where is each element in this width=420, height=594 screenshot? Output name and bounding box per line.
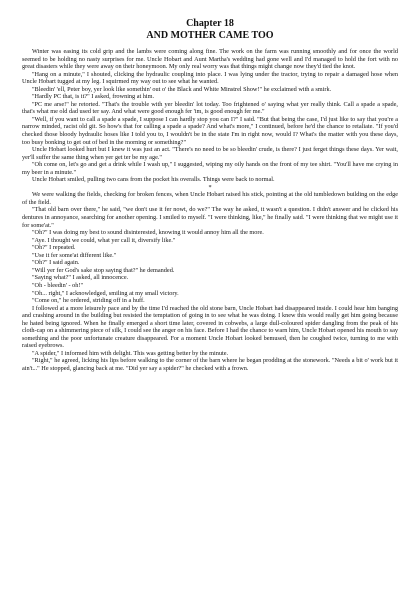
paragraph: "Well, if you want to call a spade a spade, I suppose I can hardly stop you can I?" I said. "But that being the case, I'd just like to say that you're a narrow minded, racist old git. So how's that for calling a spade a spade? And what's more," I continued, before he'd the chance to retaliate. "If you'd checked those bloody hydraulic hoses like I told you to, I wouldn't be in the state I'm in right now, would I? What's the matter with you these days, too busy bonking to get out of bed in the morning or something?" (22, 115, 398, 146)
paragraph: "A spider," I informed him with delight. This was getting better by the minute. (32, 349, 229, 357)
paragraph: "Right," he agreed, licking his lips before walking to the corner of the barn where he began prodding at the stonework. "Needs a bit o' work but it ain't..." He stopped, glancing back at me. "Did yer say a spider?" he checked with a frown. (22, 357, 398, 372)
paragraph: "PC me arse!" he retorted. "That's the trouble with yer bleedin' lot today. Too frightened o' saying what yer really think. Call a spade a spade, that's what me old dad used ter say. And what were good enough fer 'im, is good enough fer me." (22, 100, 398, 116)
paragraph: "Oh?" I repeated. (32, 244, 76, 252)
paragraph: "Oh?" I said again. (32, 259, 80, 267)
paragraph: "Oh - bleedin' - oh!" (32, 281, 84, 289)
chapter-number: Chapter 18 (186, 18, 234, 29)
chapter-body (22, 48, 398, 373)
paragraph: "Saying what?" I asked, all innocence. (32, 274, 129, 282)
paragraph: "Bleedin' 'ell, Peter boy, yer look like somethin' out o' the Black and White Minstrel Show!" he exclaimed with a smirk. (32, 85, 332, 93)
paragraph: "Use it fer some'at different like." (32, 251, 117, 259)
paragraph: Uncle Hobart smiled, pulling two cans from the pocket his overalls. Things were back to normal. (32, 176, 275, 184)
paragraph: "Hardly PC that, is it?" I asked, frowning at him. (32, 93, 155, 101)
paragraph: Winter was easing its cold grip and the lambs were coming along fine. The work on the farm was running smoothly and for once the world seemed to be holding no nasty surprises for me. Uncle Hobart and Aunt Martha's wedding had gone well and I'd managed to hold the fort with no great disasters while they were away on their honeymoon. My only real worry was that things might change now they'd tied the knot. (22, 48, 398, 71)
paragraph: We were walking the fields, checking for broken fences, when Uncle Hobart raised his stick, pointing at the old tumbledown building on the edge of the field. (22, 191, 398, 206)
paragraph: "That old barn over there," he said, "we don't use it fer nowt, do we?" The way he asked, it wasn't a question. I didn't answer and he clicked his dentures in annoyance, searching for another opening. I smiled to myself. "I were thinking, like," he finally said. "I were thinking that we might use it for some'at." (22, 206, 398, 229)
paragraph: "Oh... right," I acknowledged, smiling at my small victory. (32, 289, 179, 297)
paragraph: "Come on," he ordered, striding off in a huff. (32, 297, 145, 305)
paragraph: I followed at a more leisurely pace and by the time I'd reached the old stone barn, Uncle Hobart had disappeared inside. I could hear him banging and crashing around in the building but resisted the temptation of going in to see what he was doing. I knew this would really get him going because he hated being ignored. When he finally emerged a short time later, covered in cobwebs, a large dull-coloured spider dangling from the peak of his cloth-cap on a shimmering piece of silk, I could see the anger on his face. Before I had the chance to warn him, Uncle Hobart opened his mouth to say something and the poor unfortunate creature disappeared. For a moment Uncle Hobart looked bemused, then he coughed twice, turning to me with raised eyebrows. (22, 304, 398, 350)
paragraph: "Oh come on, let's go and get a drink while I wash up," I suggested, wiping my oily hands on the front of my tee shirt. "You'll have me crying in my beer in a minute." (22, 161, 398, 176)
section-break: * (208, 183, 212, 191)
paragraph: "Oh?" I was doing my best to sound disinterested, knowing it would annoy him all the more. (32, 229, 264, 237)
paragraph: Uncle Hobart looked hurt but I knew it was just an act. "There's no need to be so bleedin' crude, is there? I just ferget things these days. Yer wait, yer'll suffer the same thing when yer get ter be my age." (22, 146, 398, 161)
chapter-title: AND MOTHER CAME TOO (146, 30, 274, 41)
paragraph: "Hang on a minute," I shouted, clicking the hydraulic coupling into place. I was lying under the tractor, trying to repair a damaged hose when Uncle Hobart tugged at my leg. I squirmed my way out to see what he wanted. (22, 70, 398, 86)
paragraph: "Will yer fer God's sake stop saying that?" he demanded. (32, 266, 175, 274)
paragraph: "Aye. I thought we could, what yer call it, diversify like." (32, 236, 176, 244)
